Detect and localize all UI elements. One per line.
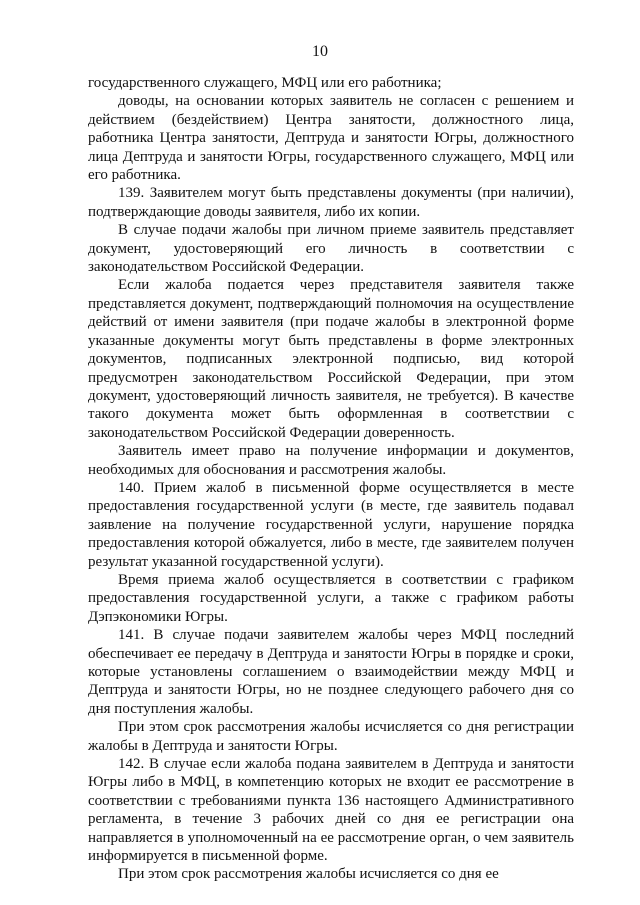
paragraph: 139. Заявителем могут быть представлены документы (при наличии), подтверждающие доводы заявителя, либо их копии. <box>88 185 574 220</box>
paragraph: Заявитель имеет право на получение информации и документов, необходимых для обоснования и рассмотрения жалобы. <box>88 443 574 478</box>
paragraph: 141. В случае подачи заявителем жалобы через МФЦ последний обеспечивает ее передачу в Дептруда и занятости Югры в порядке и сроки, которые установлены соглашением о взаимодействии между МФЦ и Дептруда и занятости Югры, но не позднее следующего рабочего дня со дня поступления жалобы. <box>88 627 574 717</box>
paragraph: доводы, на основании которых заявитель не согласен с решением и действием (бездействием) Центра занятости, должностного лица, работника Центра занятости, Дептруда и занятости Югры, должностного лица Дептруда и занятости Югры, государственного служащего, МФЦ или его работника. <box>88 93 574 184</box>
paragraph: 140. Прием жалоб в письменной форме осуществляется в месте предоставления государственной услуги (в месте, где заявитель подавал заявление на получение государственной услуги, нарушение порядка предоставления которой обжалуется, либо в месте, где заявителем получен результат указанной государственной услуги). <box>88 479 574 570</box>
paragraph: Время приема жалоб осуществляется в соответствии с графиком предоставления государственной услуги, а также с графиком работы Дэпэкономики Югры. <box>88 571 574 625</box>
page-number: 10 <box>312 43 328 60</box>
paragraph: При этом срок рассмотрения жалобы исчисляется со дня регистрации жалобы в Дептруда и занятости Югры. <box>88 719 574 754</box>
paragraph: В случае подачи жалобы при личном приеме заявитель представляет документ, удостоверяющий его личность в соответствии с законодательством Российской Федерации. <box>88 222 574 276</box>
paragraph: 142. В случае если жалоба подана заявителем в Дептруда и занятости Югры либо в МФЦ, в компетенцию которых не входит ее рассмотрение в соответствии с требованиями пункта 136 настоящего Административного регламента, в течение 3 рабочих дней со дня ее регистрации она направляется в уполномоченный на ее рассмотрение орган, о чем заявитель информируется в письменной форме. <box>88 756 574 865</box>
document-body <box>88 74 574 884</box>
paragraph: Если жалоба подается через представителя заявителя также представляется документ, подтверждающий полномочия на осуществление действий от имени заявителя (при подаче жалобы в электронной форме указанные документы могут быть представлены в форме электронных документов, подписанных электронной подписью, вид которой предусмотрен законодательством Российской Федерации, при этом документ, удостоверяющий личность заявителя, не требуется). В качестве такого документа может быть оформленная в соответствии с законодательством Российской Федерации доверенность. <box>88 277 574 441</box>
paragraph: При этом срок рассмотрения жалобы исчисляется со дня ее <box>118 866 499 883</box>
paragraph: государственного служащего, МФЦ или его работника; <box>88 75 442 91</box>
